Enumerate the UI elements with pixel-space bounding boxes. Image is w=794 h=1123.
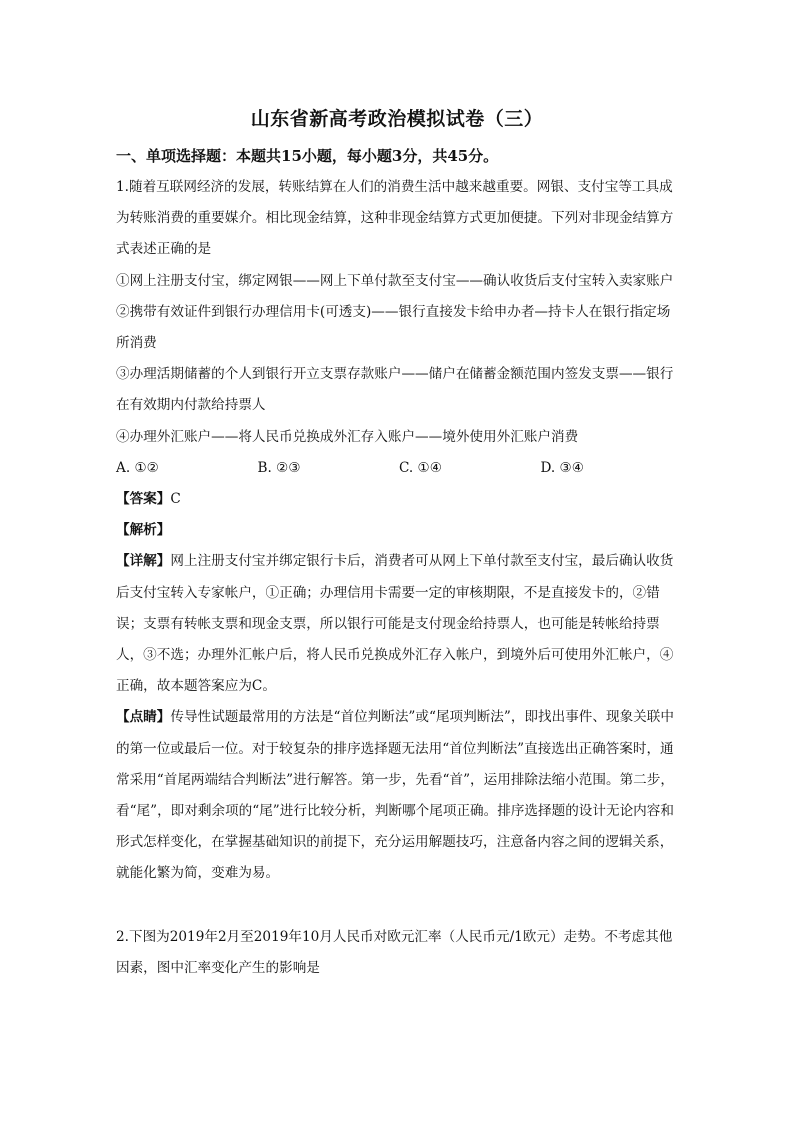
question-item: ③办理活期储蓄的个人到银行开立支票存款账户——储户在储蓄金额范围内签发支票——银行在有效期内付款给持票人: [116, 366, 674, 414]
question-item: ②携带有效证件到银行办理信用卡(可透支)——银行直接发卡给申办者—持卡人在银行指定场所消费: [116, 303, 671, 352]
tip-text: 传导性试题最常用的方法是“首位判断法”或“尾项判断法”，即找出事件、现象关联中的第一位或最后一位。对于较复杂的排序选择题无法用“首位判断法”直接选出正确答案时，通常采用“首尾两端结合判断法”进行解答。第一步，先看“首”，运用排除法缩小范围。第二步，看“尾”，即对剩余项的“尾”进行比较分析，判断哪个尾项正确。排序选择题的设计无论内容和形式怎样变化，在掌握基础知识的前提下，充分运用解题技巧，注意备内容之间的逻辑关系，就能化繁为简，变难为易。: [116, 709, 674, 882]
analysis-tag: 【解析】: [116, 522, 171, 539]
question-stem: 2.下图为2019年2月至2019年10月人民币对欧元汇率（人民币元/1欧元）走势。不考虑其他因素，图中汇率变化产生的影响是: [116, 929, 673, 977]
option-b: B. ②③: [257, 459, 301, 476]
option-d: D. ③④: [540, 459, 584, 476]
answer-tag: 【答案】: [116, 491, 171, 508]
question-stem: 1.随着互联网经济的发展，转账结算在人们的消费生活中越来越重要。网银、支付宝等工具成为转账消费的重要媒介。相比现金结算，这种非现金结算方式更加便捷。下列对非现金结算方式表述正确的是: [116, 179, 674, 258]
document-title: 山东省新高考政治模拟试卷（三）: [250, 108, 544, 130]
question-item: ④办理外汇账户——将人民币兑换成外汇存入账户——境外使用外汇账户消费: [116, 428, 579, 445]
option-a: A. ①②: [116, 459, 159, 476]
option-c: C. ①④: [399, 459, 442, 476]
detail-text: 网上注册支付宝并绑定银行卡后，消费者可从网上下单付款至支付宝，最后确认收货后支付宝转入专家帐户，①正确；办理信用卡需要一定的审核期限，不是直接发卡的，②错误；支票有转帐支票和现金支票，所以银行可能是支付现金给持票人，也可能是转帐给持票人，③不选；办理外汇帐户后，将人民币兑换成外汇存入帐户，到境外后可使用外汇帐户，④正确，故本题答案应为C。: [116, 553, 674, 695]
detail-tag: 【详解】: [116, 553, 171, 570]
question-1: [116, 172, 682, 890]
tip-paragraph: [116, 702, 682, 889]
detail-paragraph: [116, 546, 682, 702]
question-2: [116, 922, 682, 984]
answer-value: C: [170, 491, 181, 508]
tip-tag: 【点睛】: [116, 709, 171, 726]
question-item: ①网上注册支付宝，绑定网银——网上下单付款至支付宝——确认收货后支付宝转入卖家账户: [116, 272, 674, 289]
section-heading: 一、单项选择题：本题共15小题，每小题3分，共45分。: [116, 147, 499, 165]
answer-line: [116, 484, 682, 515]
answer-options: [116, 453, 682, 484]
